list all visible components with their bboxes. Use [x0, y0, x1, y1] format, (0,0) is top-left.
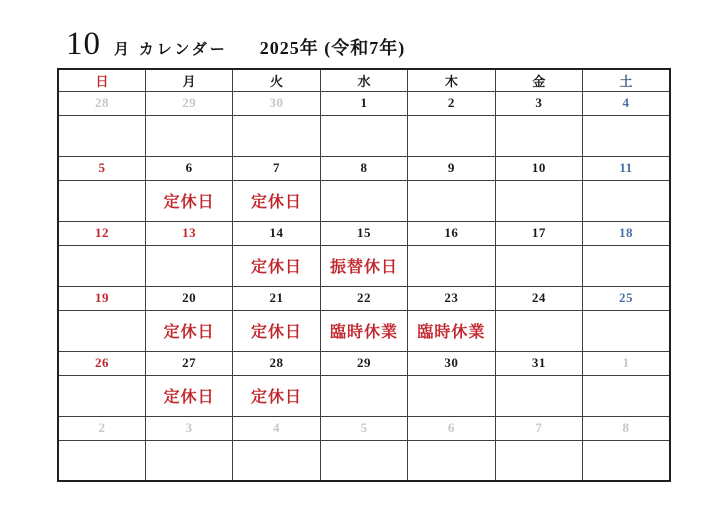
note-cell: 定休日	[233, 180, 320, 221]
date-cell: 16	[408, 221, 495, 245]
note-cell	[145, 115, 232, 156]
weekday-header-sun: 日	[58, 69, 145, 91]
date-cell: 4	[583, 91, 670, 115]
date-cell: 4	[233, 416, 320, 440]
date-cell: 22	[320, 286, 407, 310]
date-cell: 26	[58, 351, 145, 375]
note-cell	[58, 440, 145, 481]
date-cell: 11	[583, 156, 670, 180]
week1-date-row	[58, 91, 670, 115]
date-cell: 14	[233, 221, 320, 245]
note-cell: 定休日	[145, 180, 232, 221]
note-cell	[320, 180, 407, 221]
date-cell: 31	[495, 351, 582, 375]
note-cell	[583, 245, 670, 286]
week2-note-row	[58, 180, 670, 221]
week5-note-row	[58, 375, 670, 416]
weekday-header-row	[58, 69, 670, 91]
date-cell: 27	[145, 351, 232, 375]
date-cell: 1	[583, 351, 670, 375]
date-cell: 30	[408, 351, 495, 375]
date-cell: 8	[583, 416, 670, 440]
note-cell	[320, 375, 407, 416]
note-cell: 定休日	[145, 375, 232, 416]
note-cell: 定休日	[145, 310, 232, 351]
date-cell: 28	[58, 91, 145, 115]
date-cell: 17	[495, 221, 582, 245]
date-cell: 25	[583, 286, 670, 310]
note-cell	[408, 115, 495, 156]
note-cell	[583, 440, 670, 481]
weekday-header-thu: 木	[408, 69, 495, 91]
date-cell: 28	[233, 351, 320, 375]
date-cell: 12	[58, 221, 145, 245]
calendar-table	[57, 68, 671, 482]
weekday-header-mon: 月	[145, 69, 232, 91]
week3-date-row	[58, 221, 670, 245]
page-title	[66, 26, 405, 63]
note-cell	[58, 115, 145, 156]
weekday-header-wed: 水	[320, 69, 407, 91]
date-cell: 21	[233, 286, 320, 310]
date-cell: 29	[320, 351, 407, 375]
date-cell: 10	[495, 156, 582, 180]
date-cell: 30	[233, 91, 320, 115]
date-cell: 23	[408, 286, 495, 310]
date-cell: 5	[320, 416, 407, 440]
note-cell	[583, 180, 670, 221]
date-cell: 7	[233, 156, 320, 180]
date-cell: 19	[58, 286, 145, 310]
note-cell	[233, 440, 320, 481]
note-cell	[408, 180, 495, 221]
date-cell: 1	[320, 91, 407, 115]
note-cell	[58, 245, 145, 286]
date-cell: 3	[145, 416, 232, 440]
note-cell	[145, 245, 232, 286]
note-cell	[495, 310, 582, 351]
note-cell	[408, 375, 495, 416]
month-number: 10	[66, 26, 101, 62]
weekday-header-sat: 土	[583, 69, 670, 91]
note-cell: 定休日	[233, 245, 320, 286]
date-cell: 18	[583, 221, 670, 245]
week6-date-row	[58, 416, 670, 440]
date-cell: 20	[145, 286, 232, 310]
note-cell	[58, 310, 145, 351]
note-cell	[58, 180, 145, 221]
note-cell	[320, 115, 407, 156]
date-cell: 9	[408, 156, 495, 180]
note-cell	[495, 245, 582, 286]
date-cell: 3	[495, 91, 582, 115]
week5-date-row	[58, 351, 670, 375]
week2-date-row	[58, 156, 670, 180]
year-label: 2025年 (令和7年)	[259, 38, 406, 58]
note-cell	[495, 115, 582, 156]
date-cell: 2	[408, 91, 495, 115]
note-cell: 臨時休業	[320, 310, 407, 351]
note-cell	[583, 375, 670, 416]
date-cell: 6	[145, 156, 232, 180]
weekday-header-tue: 火	[233, 69, 320, 91]
note-cell	[495, 440, 582, 481]
note-cell: 定休日	[233, 310, 320, 351]
week6-note-row	[58, 440, 670, 481]
note-cell	[495, 375, 582, 416]
note-cell: 臨時休業	[408, 310, 495, 351]
note-cell	[320, 440, 407, 481]
note-cell	[408, 245, 495, 286]
date-cell: 15	[320, 221, 407, 245]
date-cell: 13	[145, 221, 232, 245]
month-calendar-label: 月 カレンダー	[114, 42, 228, 58]
date-cell: 8	[320, 156, 407, 180]
note-cell: 定休日	[233, 375, 320, 416]
note-cell	[583, 310, 670, 351]
note-cell	[495, 180, 582, 221]
week1-note-row	[58, 115, 670, 156]
date-cell: 5	[58, 156, 145, 180]
note-cell: 振替休日	[320, 245, 407, 286]
date-cell: 7	[495, 416, 582, 440]
week3-note-row	[58, 245, 670, 286]
week4-date-row	[58, 286, 670, 310]
date-cell: 2	[58, 416, 145, 440]
weekday-header-fri: 金	[495, 69, 582, 91]
note-cell	[408, 440, 495, 481]
note-cell	[233, 115, 320, 156]
week4-note-row	[58, 310, 670, 351]
note-cell	[145, 440, 232, 481]
date-cell: 24	[495, 286, 582, 310]
date-cell: 29	[145, 91, 232, 115]
date-cell: 6	[408, 416, 495, 440]
note-cell	[583, 115, 670, 156]
note-cell	[58, 375, 145, 416]
